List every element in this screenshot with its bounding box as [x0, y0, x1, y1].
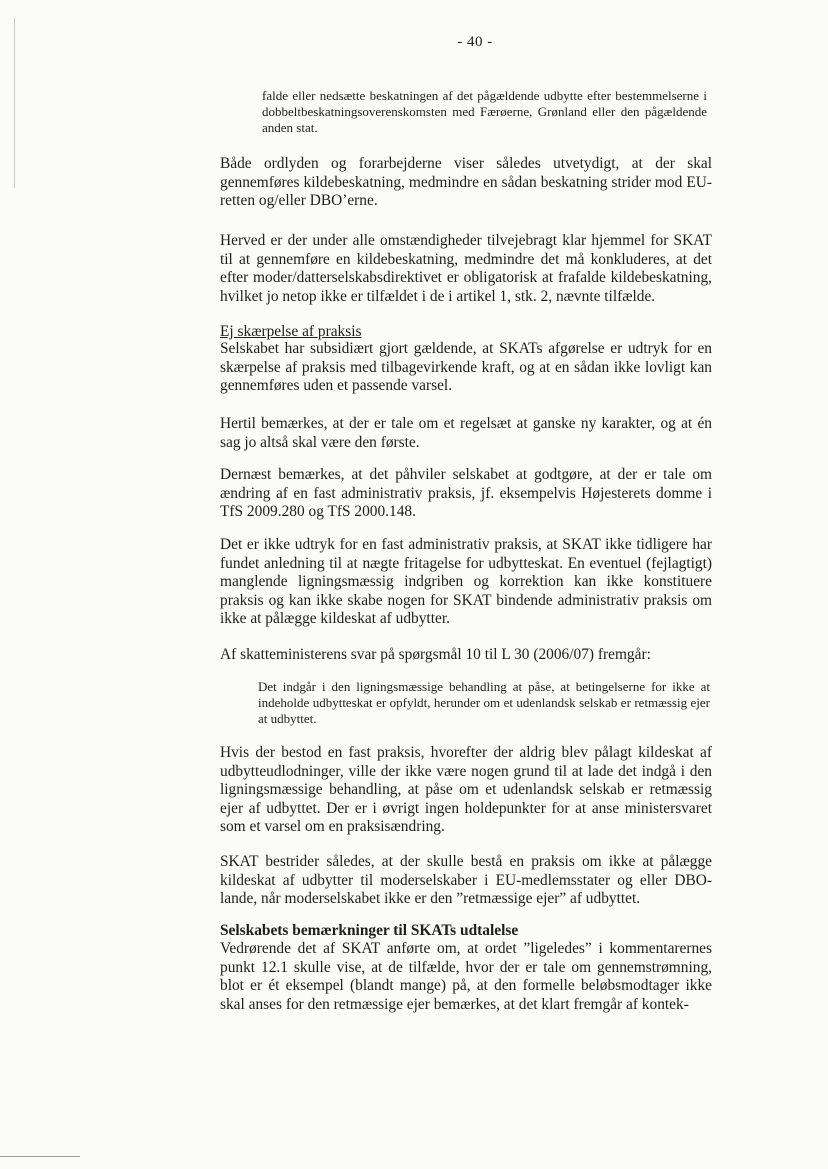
paragraph-9: SKAT bestrider således, at der skulle bestå en praksis om ikke at pålægge kildeskat af udbytter til moderselskaber i EU-medlemsstater og eller DBO-lande, når moderselskabet ikke er den ”retmæssige ejer” af udbyttet.	[220, 853, 712, 907]
paragraph-2: Herved er der under alle omstændigheder tilvejebragt klar hjemmel for SKAT til at gennemføre en kildebeskatning, medmindre det må konkluderes, at det efter moder/datterselskabsdirektivet er obligatorisk at frafalde kildebeskatning, hvilket jo netop ikke er tilfældet i de i artikel 1, stk. 2, nævnte tilfælde.	[220, 232, 712, 305]
paragraph-5: Dernæst bemærkes, at det påhviler selskabet at godtgøre, at der er tale om ændring af en fast administrativ praksis, jf. eksempelvis Højesterets domme i TfS 2009.280 og TfS 2000.148.	[220, 466, 712, 520]
section-heading-bemaerkninger: Selskabets bemærkninger til SKATs udtalelse	[220, 922, 519, 939]
scan-footer-line	[0, 1156, 80, 1157]
quote-minister: Det indgår i den ligningsmæssige behandling at påse, at betingelserne for ikke at indeholde udbytteskat er opfyldt, herunder om et udenlandsk selskab er retmæssig ejer at udbyttet.	[258, 679, 710, 727]
paragraph-4: Hertil bemærkes, at der er tale om et regelsæt at ganske ny karakter, og at én sag jo altså skal være den første.	[220, 415, 712, 451]
paragraph-7: Af skatteministerens svar på spørgsmål 10 til L 30 (2006/07) fremgår:	[220, 646, 651, 663]
paragraph-1: Både ordlyden og forarbejderne viser således utvetydigt, at der skal gennemføres kildebeskatning, medmindre en sådan beskatning strider mod EU-retten og/eller DBO’erne.	[220, 155, 712, 209]
paragraph-8: Hvis der bestod en fast praksis, hvorefter der aldrig blev pålagt kildeskat af udbytteudlodninger, ville der ikke være nogen grund til at lade det indgå i den ligningsmæssige behandling, at påse om et udenlandsk selskab er retmæssig ejer af udbyttet. Der er i øvrigt ingen holdepunkter for at anse ministersvaret som et varsel om en praksisændring.	[220, 744, 712, 835]
page-number: - 40 -	[457, 34, 493, 50]
quote-continuation: falde eller nedsætte beskatningen af det pågældende udbytte efter bestemmelserne i dobbeltbeskatningsoverenskomsten med Færøerne, Grønland eller den pågældende anden stat.	[262, 88, 707, 136]
paragraph-3: Selskabet har subsidiært gjort gældende, at SKATs afgørelse er udtryk for en skærpelse af praksis med tilbagevirkende kraft, og at en sådan ikke lovligt kan gennemføres uden et passende varsel.	[220, 340, 712, 394]
paragraph-6: Det er ikke udtryk for en fast administrativ praksis, at SKAT ikke tidligere har fundet anledning til at nægte fritagelse for udbytteskat. En eventuel (fejlagtigt) manglende ligningsmæssig indgriben og korrektion kan ikke konstituere praksis og kan ikke skabe nogen for SKAT bindende administrativ praksis om ikke at pålægge kildeskat af udbytter.	[220, 536, 712, 627]
paragraph-10: Vedrørende det af SKAT anførte om, at ordet ”ligeledes” i kommentarernes punkt 12.1 skulle vise, at de tilfælde, hvor der er tale om gennemstrømning, blot er ét eksempel (blandt mange) på, at den formelle beløbsmodtager ikke skal anses for den retmæssige ejer bemærkes, at det klart fremgår af kontek-	[220, 940, 712, 1013]
section-heading-praksis: Ej skærpelse af praksis	[220, 323, 362, 340]
